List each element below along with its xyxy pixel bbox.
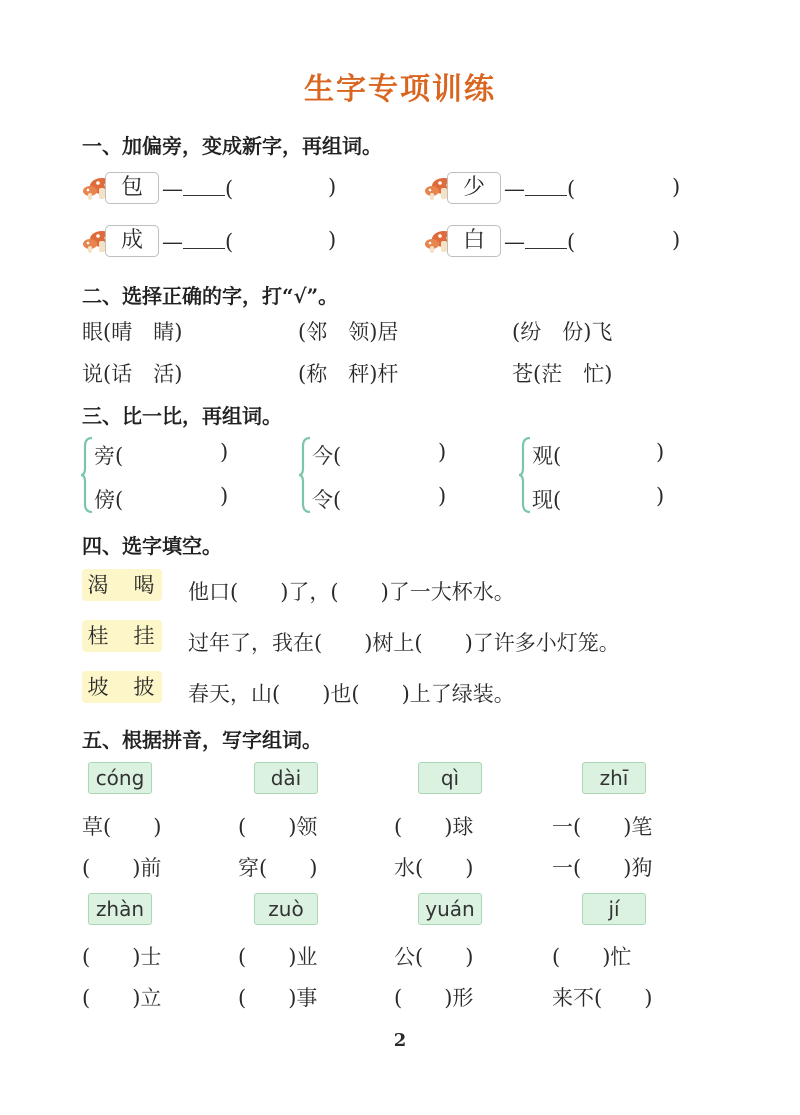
word-blank[interactable]: ( )士 xyxy=(82,945,162,969)
page-number: 2 xyxy=(393,1030,407,1051)
page-title: 生字专项训练 xyxy=(304,72,496,107)
paren-open: ( xyxy=(567,177,576,201)
compare-word: 现( xyxy=(532,488,562,512)
paren-close: ) xyxy=(672,228,681,252)
blank-underline[interactable] xyxy=(525,228,567,249)
compare-word: 观( xyxy=(532,444,562,468)
brace-icon xyxy=(80,436,94,514)
section-3-heading: 三、比一比，再组词。 xyxy=(82,404,282,428)
compare-word: 旁( xyxy=(94,444,124,468)
section-4-heading: 四、选字填空。 xyxy=(82,534,222,558)
answer-line xyxy=(162,175,233,201)
pinyin-box: zhàn xyxy=(88,893,152,925)
pinyin-box: qì xyxy=(418,762,482,794)
compare-word: 傍( xyxy=(94,488,124,512)
blank-underline[interactable] xyxy=(183,228,225,249)
char-box: 少 xyxy=(447,172,501,204)
dash: — xyxy=(162,177,183,201)
pinyin-box: yuán xyxy=(418,893,482,925)
paren-close: ) xyxy=(220,440,229,464)
dash: — xyxy=(504,230,525,254)
char-box: 白 xyxy=(447,225,501,257)
paren-open: ( xyxy=(225,177,234,201)
blank-underline[interactable] xyxy=(525,175,567,196)
paren-open: ( xyxy=(567,230,576,254)
section-2-heading: 二、选择正确的字，打“√”。 xyxy=(82,284,339,308)
word-blank[interactable]: 来不( ) xyxy=(552,986,653,1010)
paren-close: ) xyxy=(328,175,337,199)
word-blank[interactable]: ( )领 xyxy=(238,815,318,839)
choice-item[interactable]: (纷 份)飞 xyxy=(512,320,613,344)
compare-word: 令( xyxy=(312,488,342,512)
choice-item[interactable]: 苍(茫 忙) xyxy=(512,362,613,386)
word-blank[interactable]: 穿( ) xyxy=(238,856,318,880)
paren-close: ) xyxy=(220,484,229,508)
fill-sentence[interactable]: 春天，山( )也( )上了绿装。 xyxy=(188,682,515,706)
word-blank[interactable]: ( )业 xyxy=(238,945,318,969)
choice-item[interactable]: (邻 领)居 xyxy=(298,320,399,344)
answer-line xyxy=(504,228,575,254)
word-blank[interactable]: ( )立 xyxy=(82,986,162,1010)
choice-item[interactable]: 眼(晴 睛) xyxy=(82,320,183,344)
paren-close: ) xyxy=(438,440,447,464)
pinyin-box: jí xyxy=(582,893,646,925)
blank-underline[interactable] xyxy=(183,175,225,196)
paren-close: ) xyxy=(672,175,681,199)
pinyin-box: zuò xyxy=(254,893,318,925)
paren-close: ) xyxy=(656,484,665,508)
fill-sentence[interactable]: 过年了，我在( )树上( )了许多小灯笼。 xyxy=(188,631,620,655)
paren-open: ( xyxy=(225,230,234,254)
answer-line xyxy=(162,228,233,254)
section-1-heading: 一、加偏旁，变成新字，再组词。 xyxy=(82,134,382,158)
word-blank[interactable]: 水( ) xyxy=(394,856,474,880)
choice-item[interactable]: (称 秤)杆 xyxy=(298,362,399,386)
answer-line xyxy=(504,175,575,201)
paren-close: ) xyxy=(328,228,337,252)
choice-item[interactable]: 说(话 活) xyxy=(82,362,183,386)
pinyin-box: dài xyxy=(254,762,318,794)
word-blank[interactable]: ( )形 xyxy=(394,986,474,1010)
dash: — xyxy=(162,230,183,254)
brace-icon xyxy=(518,436,532,514)
word-blank[interactable]: 草( ) xyxy=(82,815,162,839)
section-5-heading: 五、根据拼音，写字组词。 xyxy=(82,728,322,752)
choice-box: 坡 披 xyxy=(82,671,162,703)
choice-box: 渴 喝 xyxy=(82,569,162,601)
word-blank[interactable]: ( )球 xyxy=(394,815,474,839)
word-blank[interactable]: 公( ) xyxy=(394,945,474,969)
brace-icon xyxy=(298,436,312,514)
pinyin-box: cóng xyxy=(88,762,152,794)
word-blank[interactable]: 一( )笔 xyxy=(552,815,653,839)
paren-close: ) xyxy=(656,440,665,464)
dash: — xyxy=(504,177,525,201)
char-box: 包 xyxy=(105,172,159,204)
compare-word: 今( xyxy=(312,444,342,468)
fill-sentence[interactable]: 他口( )了，( )了一大杯水。 xyxy=(188,580,515,604)
paren-close: ) xyxy=(438,484,447,508)
word-blank[interactable]: 一( )狗 xyxy=(552,856,653,880)
char-box: 成 xyxy=(105,225,159,257)
word-blank[interactable]: ( )前 xyxy=(82,856,162,880)
word-blank[interactable]: ( )忙 xyxy=(552,945,632,969)
word-blank[interactable]: ( )事 xyxy=(238,986,318,1010)
choice-box: 桂 挂 xyxy=(82,620,162,652)
pinyin-box: zhī xyxy=(582,762,646,794)
